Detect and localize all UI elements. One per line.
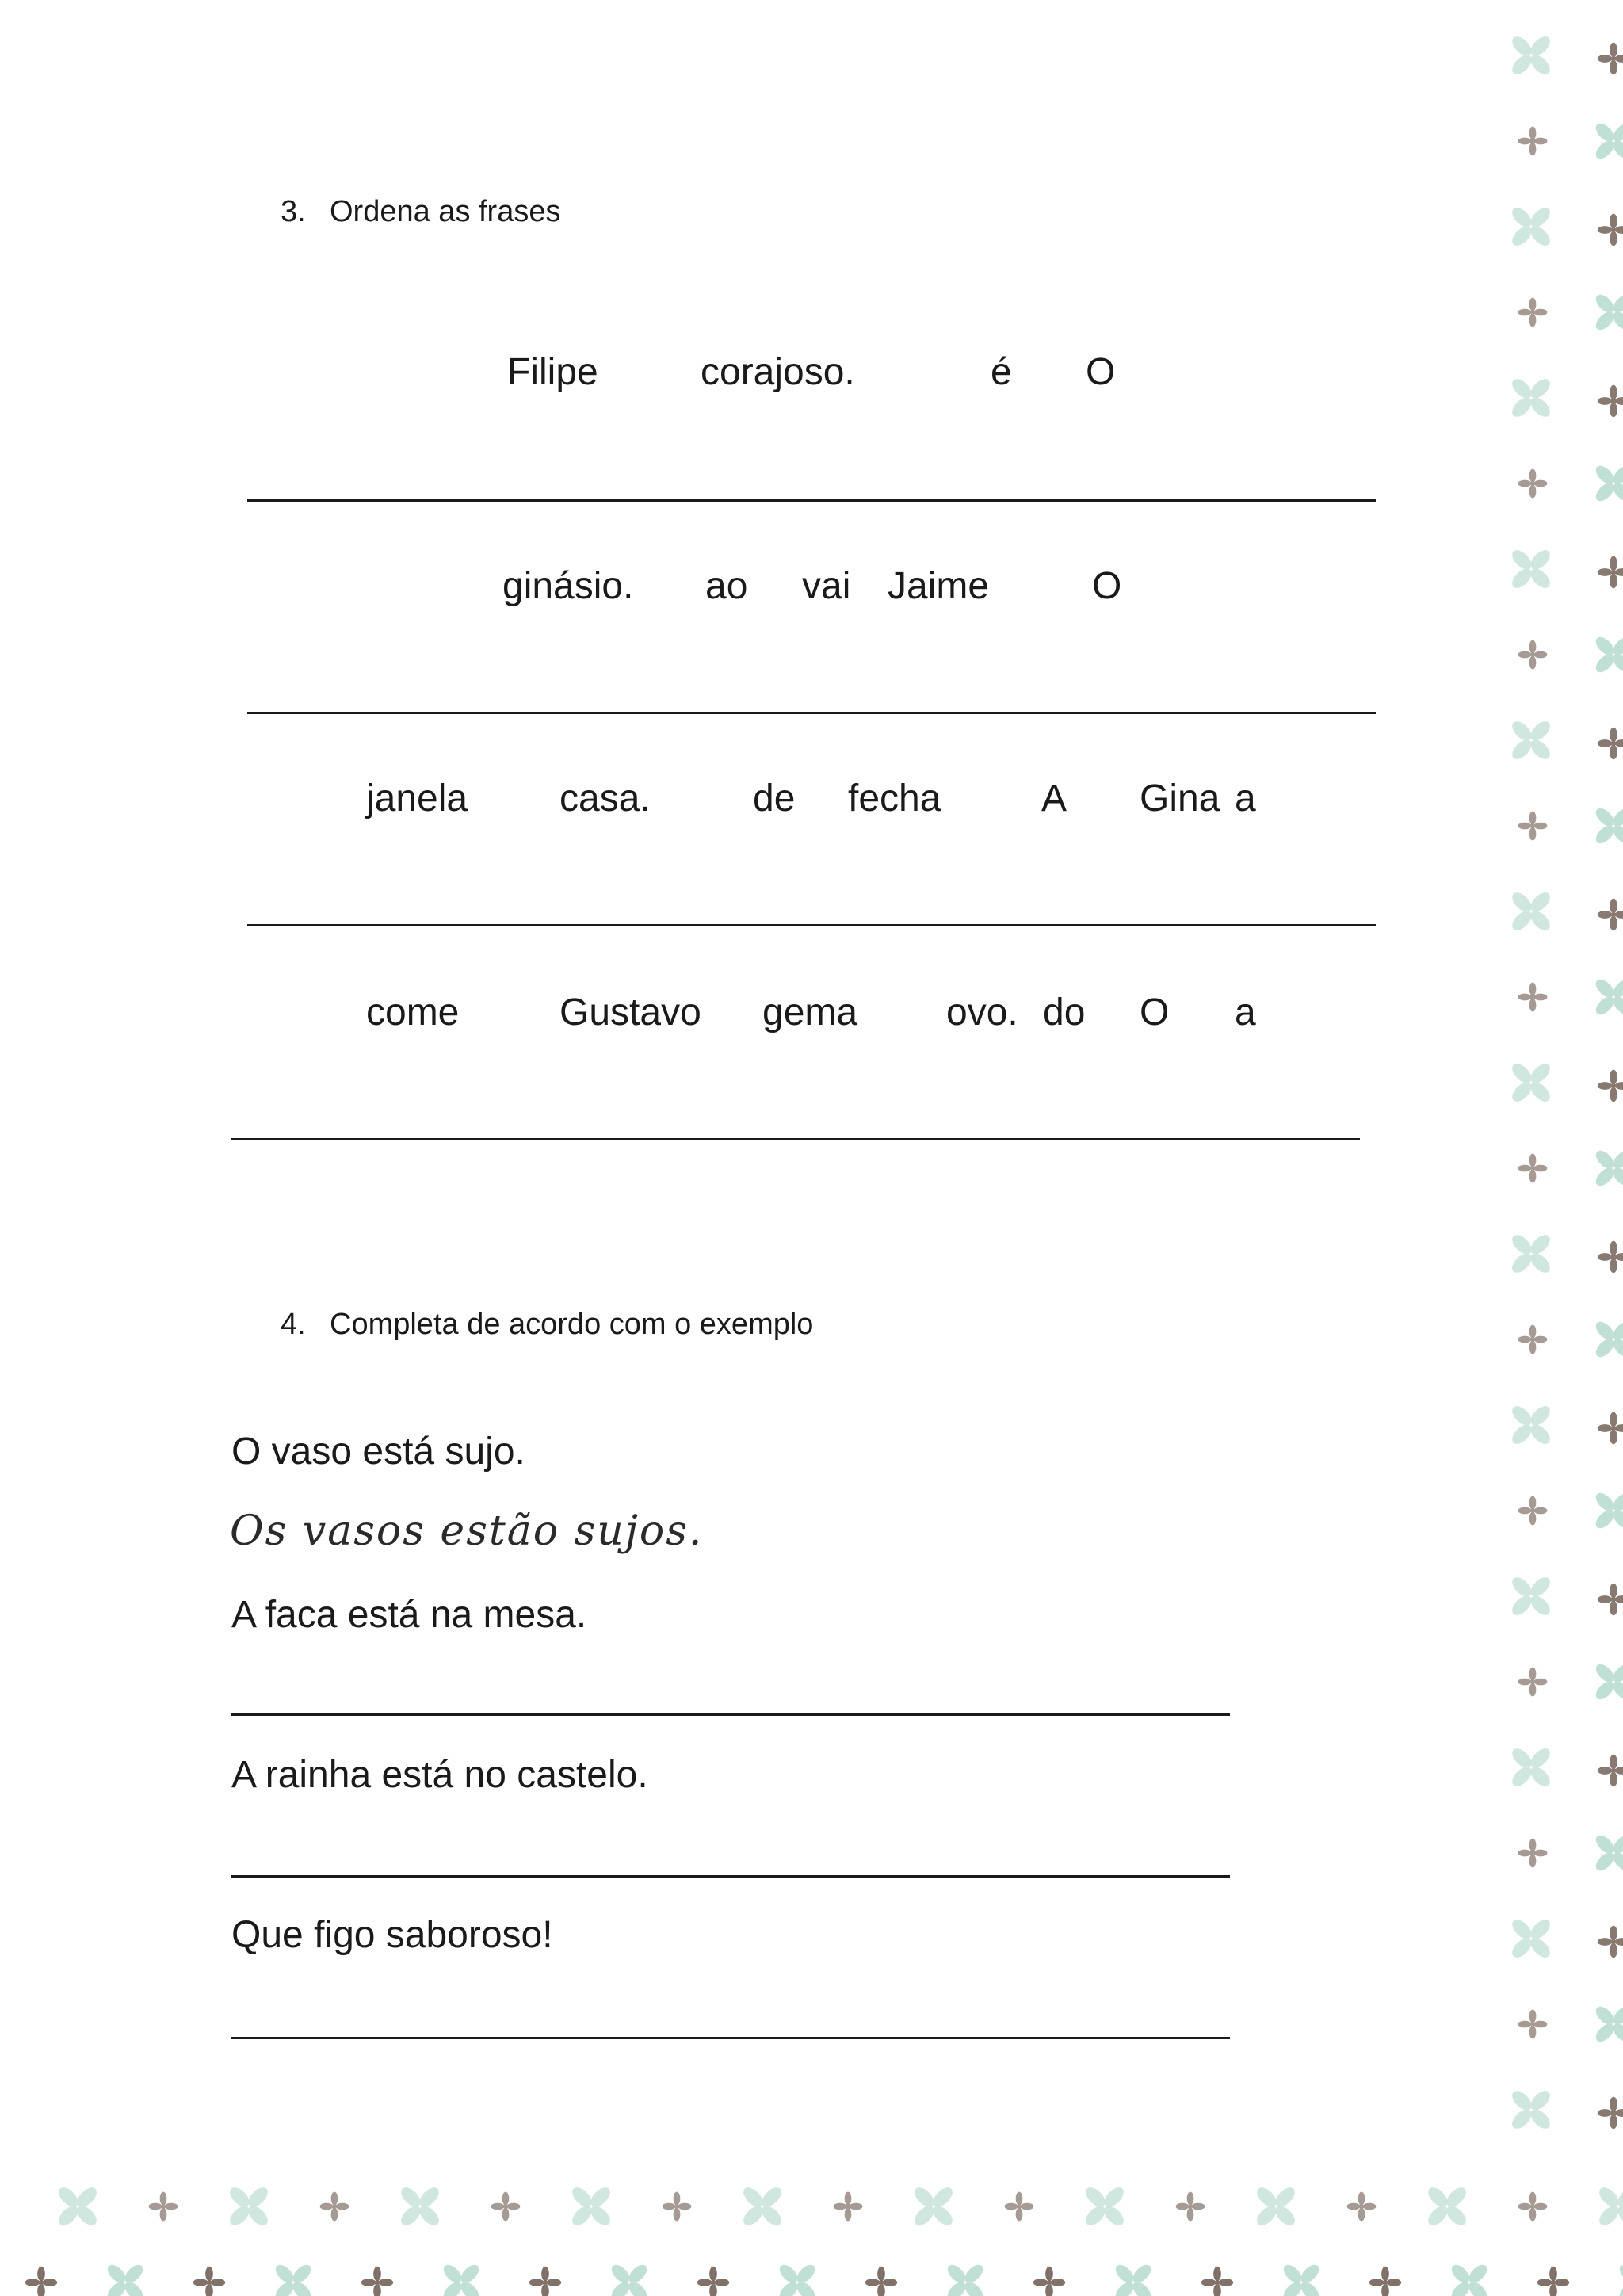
sentence-prompt: A rainha está no castelo. [231, 1754, 648, 1796]
flower-icon [663, 2192, 692, 2222]
flower-icon [1593, 1319, 1623, 1361]
word-tile: vai [802, 565, 851, 607]
word-tile: Gina [1140, 777, 1220, 819]
sentence-prompt: Que figo saboroso! [231, 1914, 553, 1956]
flower-icon [149, 2192, 178, 2222]
word-tile: O [1086, 351, 1116, 393]
example-answer-handwritten: Os vasos estão sujos. [230, 1507, 704, 1555]
word-tile: de [753, 777, 796, 819]
word-tile: gema [762, 991, 858, 1033]
flower-icon [1509, 1574, 1553, 1618]
exercise-4-number: 4. [281, 1308, 306, 1341]
flower-icon [1598, 1755, 1623, 1786]
flower-icon [1593, 1832, 1623, 1874]
flower-icon [1449, 2262, 1491, 2296]
flower-icon [1083, 2184, 1127, 2229]
flower-icon [1593, 120, 1623, 162]
flower-icon [1598, 728, 1623, 759]
flower-icon [1537, 2267, 1569, 2296]
flower-icon [320, 2192, 349, 2222]
flower-icon [1509, 1060, 1553, 1105]
flower-icon [441, 2262, 483, 2296]
flower-icon [105, 2262, 147, 2296]
flower-icon [1598, 556, 1623, 588]
flower-icon [865, 2267, 897, 2296]
flower-icon [1593, 805, 1623, 847]
flower-icon [1518, 1668, 1548, 1697]
word-tile: A [1041, 777, 1067, 819]
flower-icon [1518, 2010, 1548, 2039]
flower-icon [1596, 2184, 1623, 2229]
flower-icon [1113, 2262, 1155, 2296]
flower-icon [1509, 547, 1553, 591]
flower-icon [1593, 976, 1623, 1018]
flower-icon [193, 2267, 225, 2296]
flower-icon [1518, 640, 1548, 670]
flower-icon [1598, 1584, 1623, 1615]
word-tile: fecha [848, 777, 941, 819]
flower-icon [945, 2262, 987, 2296]
flower-icon [1509, 889, 1553, 934]
flower-icon [491, 2192, 521, 2222]
word-tile: come [366, 991, 460, 1033]
word-tile: O [1140, 991, 1170, 1033]
flower-icon [1347, 2192, 1377, 2222]
flower-icon [1518, 469, 1548, 499]
word-tile: a [1235, 777, 1256, 819]
flower-icon [911, 2184, 956, 2229]
answer-line[interactable] [231, 1713, 1230, 1716]
flower-icon [1518, 812, 1548, 841]
flower-icon [1176, 2192, 1205, 2222]
flower-icon [1518, 1839, 1548, 1868]
flower-icon [1033, 2267, 1065, 2296]
flower-icon [1509, 33, 1553, 78]
flower-icon [1201, 2267, 1233, 2296]
word-tile: corajoso. [701, 351, 855, 393]
flower-icon [1593, 634, 1623, 676]
answer-line[interactable] [231, 1875, 1230, 1878]
answer-line[interactable] [231, 2037, 1230, 2039]
flower-icon [1617, 2262, 1623, 2296]
flower-icon [1509, 2088, 1553, 2132]
word-tile: Jaime [888, 565, 990, 607]
answer-line[interactable] [247, 924, 1376, 926]
word-tile: é [991, 351, 1012, 393]
flower-icon [1509, 1745, 1553, 1790]
flower-icon [398, 2184, 442, 2229]
flower-icon [777, 2262, 819, 2296]
flower-icon [1254, 2184, 1298, 2229]
flower-icon [25, 2267, 57, 2296]
flower-icon [227, 2184, 271, 2229]
flower-icon [1593, 463, 1623, 505]
example-sentence: O vaso está sujo. [231, 1431, 525, 1473]
word-tile: O [1092, 565, 1122, 607]
flower-icon [1593, 1148, 1623, 1190]
flower-icon [1598, 1926, 1623, 1958]
flower-icon [569, 2184, 613, 2229]
word-tile: Gustavo [559, 991, 701, 1033]
flower-icon [1509, 1232, 1553, 1276]
flower-icon [1509, 718, 1553, 762]
exercise-3-title: Ordena as frases [330, 195, 561, 228]
flower-icon [55, 2184, 100, 2229]
flower-icon [1518, 1325, 1548, 1354]
flower-icon [1593, 1661, 1623, 1703]
flower-icon [1598, 1241, 1623, 1273]
flower-icon [1425, 2184, 1469, 2229]
answer-line[interactable] [247, 499, 1376, 502]
flower-icon [740, 2184, 785, 2229]
flower-icon [1593, 292, 1623, 334]
flower-icon [1518, 983, 1548, 1012]
flower-icon [1598, 385, 1623, 417]
flower-icon [1598, 2097, 1623, 2129]
word-tile: Filipe [507, 351, 598, 393]
word-tile: a [1235, 991, 1256, 1033]
flower-icon [1593, 1490, 1623, 1532]
exercise-3-number: 3. [281, 195, 306, 228]
word-tile: ginásio. [502, 565, 634, 607]
word-tile: casa. [559, 777, 651, 819]
flower-icon [529, 2267, 561, 2296]
flower-icon [1509, 1916, 1553, 1961]
flower-icon [697, 2267, 729, 2296]
flower-icon [1518, 127, 1548, 156]
flower-icon [361, 2267, 393, 2296]
word-tile: ao [705, 565, 748, 607]
word-tile: do [1043, 991, 1086, 1033]
answer-line[interactable] [247, 712, 1376, 714]
flower-icon [609, 2262, 651, 2296]
flower-icon [1005, 2192, 1034, 2222]
flower-icon [1369, 2267, 1401, 2296]
flower-icon [1598, 1070, 1623, 1102]
flower-icon [834, 2192, 863, 2222]
flower-icon [1509, 376, 1553, 420]
flower-icon [1598, 1412, 1623, 1444]
flower-icon [1509, 1403, 1553, 1447]
flower-icon [1598, 214, 1623, 246]
sentence-prompt: A faca está na mesa. [231, 1594, 587, 1636]
flower-icon [1281, 2262, 1323, 2296]
exercise-4-title: Completa de acordo com o exemplo [330, 1308, 814, 1341]
flower-icon [1518, 1496, 1548, 1526]
answer-line[interactable] [231, 1138, 1360, 1140]
word-tile: ovo. [946, 991, 1018, 1033]
flower-icon [1518, 1154, 1548, 1183]
flower-icon [1593, 2004, 1623, 2046]
word-tile: janela [366, 777, 468, 819]
flower-icon [1518, 2192, 1548, 2222]
flower-icon [1598, 899, 1623, 930]
flower-icon [273, 2262, 315, 2296]
flower-icon [1518, 298, 1548, 327]
flower-icon [1598, 43, 1623, 74]
flower-icon [1509, 204, 1553, 249]
